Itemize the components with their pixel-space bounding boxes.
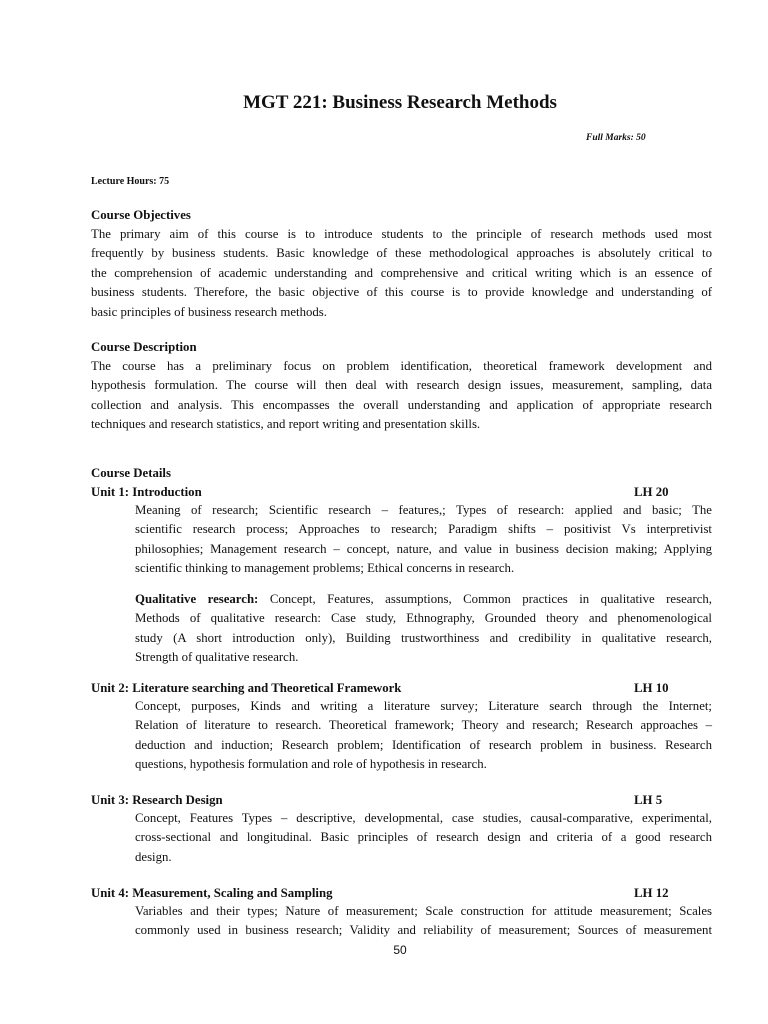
text-line: study (A short introduction only), Building trustworthiness and credibility in qualitative research,	[135, 630, 712, 645]
text-line: Strength of qualitative research.	[135, 649, 299, 664]
text-line: design.	[135, 849, 172, 864]
text-line: business students. Therefore, the basic objective of this course is to provide knowledge and understanding of	[91, 285, 712, 300]
qualitative-text: Concept, Features, assumptions, Common practices in qualitative research,	[258, 592, 712, 606]
unit-title: Unit 3: Research Design	[91, 793, 223, 807]
text-line: questions, hypothesis formulation and role of hypothesis in research.	[135, 756, 487, 771]
unit-title: Unit 1: Introduction	[91, 485, 202, 499]
text-line: Methods of qualitative research: Case study, Ethnography, Grounded theory and phenomenological	[135, 611, 712, 626]
text-line: Meaning of research; Scientific research – features,; Types of research: applied and basic; The	[135, 503, 712, 517]
unit-3-body	[135, 809, 712, 867]
unit-4-body	[135, 902, 712, 941]
text-line: Relation of literature to research. Theoretical framework; Theory and research; Research approaches –	[135, 718, 712, 733]
text-line: The course has a preliminary focus on problem identification, theoretical framework development and	[91, 359, 712, 373]
text-line: scientific thinking to management problems; Ethical concerns in research.	[135, 560, 515, 575]
unit-title: Unit 2: Literature searching and Theoretical Framework	[91, 681, 402, 695]
full-marks: Full Marks: 50	[586, 133, 646, 143]
text-line: frequently by business students. Basic knowledge of these methodological approaches is absolutely critical to	[91, 246, 712, 261]
text-line: The primary aim of this course is to introduce students to the principle of research methods used most	[91, 227, 712, 241]
unit-4-heading	[91, 886, 671, 901]
page-number: 50	[393, 943, 407, 957]
unit-1-body	[135, 501, 712, 578]
unit-3-heading	[91, 793, 671, 808]
text-line: commonly used in business research; Validity and reliability of measurement; Sources of measurement	[135, 923, 712, 938]
description-paragraph	[91, 357, 712, 435]
lecture-hours-badge: LH 5	[634, 793, 663, 807]
text-line: basic principles of business research methods.	[91, 304, 327, 319]
details-heading: Course Details	[91, 466, 171, 480]
page-title: MGT 221: Business Research Methods	[243, 92, 557, 113]
objectives-heading: Course Objectives	[91, 208, 191, 222]
text-line: Variables and their types; Nature of measurement; Scale construction for attitude measurement; Scales	[135, 904, 712, 918]
unit-title: Unit 4: Measurement, Scaling and Sampling	[91, 886, 333, 900]
qualitative-label: Qualitative research:	[135, 592, 259, 606]
objectives-paragraph	[91, 225, 712, 322]
description-heading: Course Description	[91, 340, 197, 354]
text-line: cross-sectional and longitudinal. Basic principles of research design and criteria of a good research	[135, 830, 712, 845]
text-line	[135, 590, 712, 609]
text-line: deduction and induction; Research problem; Identification of research problem in business. Research	[135, 737, 712, 752]
unit-1-heading	[91, 485, 671, 500]
lecture-hours-badge: LH 20	[634, 485, 669, 499]
unit-1-qualitative	[135, 590, 712, 667]
lecture-hours: Lecture Hours: 75	[91, 176, 170, 187]
text-line: hypothesis formulation. The course will then deal with research design issues, measurement, sampling, data	[91, 378, 712, 393]
text-line: philosophies; Management research – concept, nature, and value in business decision making; Applying	[135, 541, 712, 556]
text-line: Concept, purposes, Kinds and writing a literature survey; Literature search through the Internet;	[135, 699, 712, 713]
text-line: the comprehension of academic understanding and comprehensive and critical writing which is an essence of	[91, 265, 712, 280]
text-line: collection and analysis. This encompasses the overall understanding and application of appropriate research	[91, 397, 712, 412]
text-line: techniques and research statistics, and report writing and presentation skills.	[91, 417, 481, 432]
lecture-hours-badge: LH 12	[634, 886, 669, 900]
unit-2-heading	[91, 681, 671, 696]
text-line: scientific research process; Approaches to research; Paradigm shifts – positivist Vs interpretivist	[135, 522, 712, 537]
text-line: Concept, Features Types – descriptive, developmental, case studies, causal-comparative, experimental,	[135, 811, 712, 825]
lecture-hours-badge: LH 10	[634, 681, 669, 695]
unit-2-body	[135, 697, 712, 774]
